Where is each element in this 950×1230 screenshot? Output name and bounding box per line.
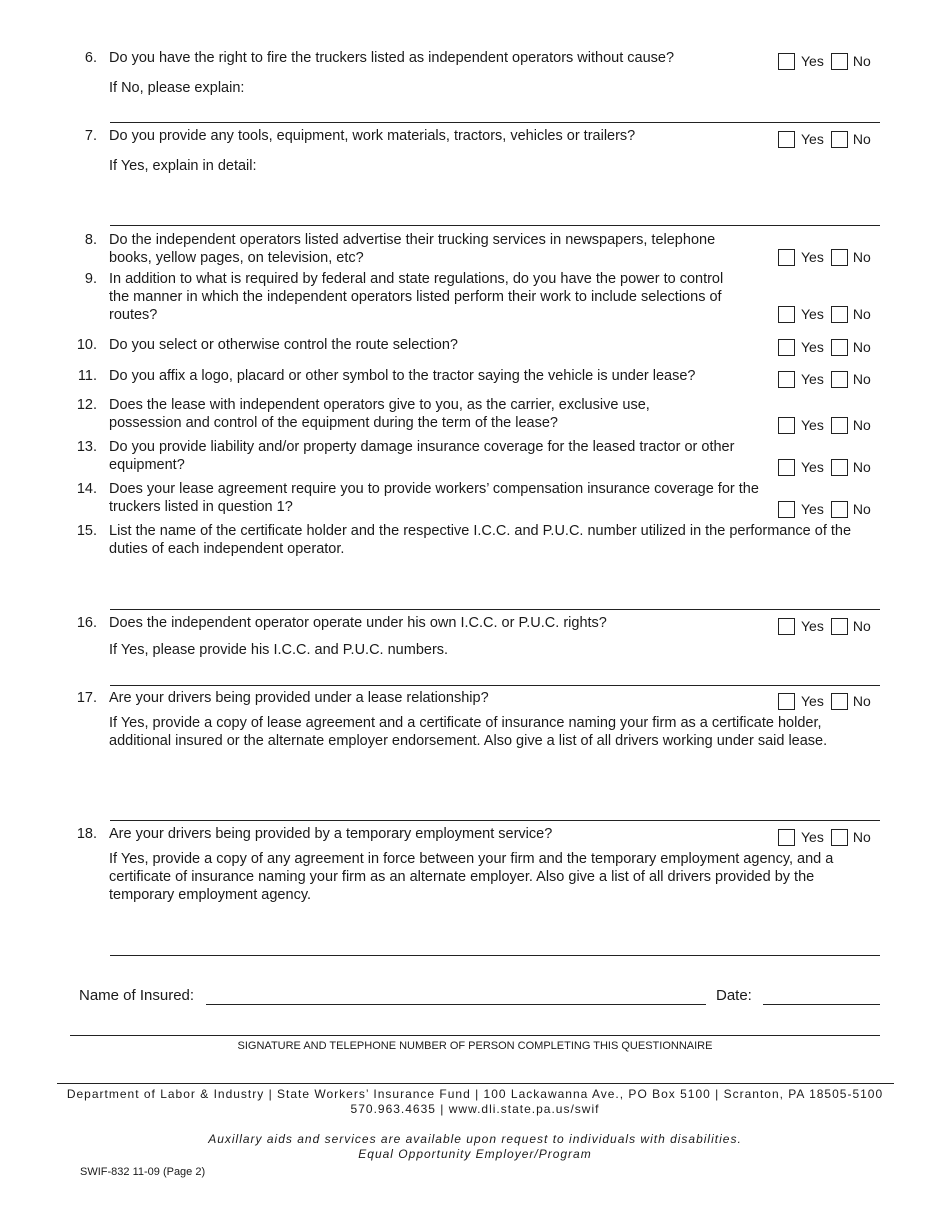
yes-no-14 xyxy=(778,498,871,518)
yes-no-8 xyxy=(778,246,871,266)
answer-line[interactable] xyxy=(110,225,880,226)
no-checkbox[interactable] xyxy=(831,618,848,635)
question-7-note: If Yes, explain in detail: xyxy=(109,158,257,174)
yes-no-11 xyxy=(778,368,871,388)
footer-accessibility: Auxillary aids and services are available upon request to individuals with disabilities. xyxy=(208,1132,742,1146)
footer-divider xyxy=(57,1083,894,1084)
question-text: Do you provide liability and/or property damage insurance coverage for the leased tractor or other equipment? xyxy=(109,439,735,473)
yes-no-17 xyxy=(778,690,871,710)
question-number: 9. xyxy=(84,271,97,287)
yes-label: Yes xyxy=(801,417,824,434)
question-number: 15. xyxy=(76,523,97,539)
no-checkbox[interactable] xyxy=(831,501,848,518)
question-number: 11. xyxy=(77,368,97,384)
no-label: No xyxy=(852,417,871,434)
question-number: 10. xyxy=(76,337,97,353)
question-text: Does the independent operator operate under his own I.C.C. or P.U.C. rights? xyxy=(109,615,607,631)
no-label: No xyxy=(852,131,871,148)
no-checkbox[interactable] xyxy=(831,53,848,70)
yes-no-7 xyxy=(778,128,871,148)
yes-label: Yes xyxy=(801,618,824,635)
answer-line[interactable] xyxy=(110,609,880,610)
question-text: List the name of the certificate holder and the respective I.C.C. and P.U.C. number utilized in the performance of the duties of each independent operator. xyxy=(109,523,852,557)
no-checkbox[interactable] xyxy=(831,249,848,266)
question-16-note: If Yes, please provide his I.C.C. and P.U.C. numbers. xyxy=(109,642,449,658)
no-label: No xyxy=(852,371,871,388)
no-label: No xyxy=(852,829,871,846)
yes-no-18 xyxy=(778,826,871,846)
question-text: Do the independent operators listed advertise their trucking services in newspapers, telephone books, yellow pages, on television, etc? xyxy=(109,232,716,266)
answer-line[interactable] xyxy=(110,685,880,686)
yes-no-10 xyxy=(778,336,871,356)
yes-label: Yes xyxy=(801,371,824,388)
yes-checkbox[interactable] xyxy=(778,306,795,323)
yes-label: Yes xyxy=(801,501,824,518)
no-checkbox[interactable] xyxy=(831,693,848,710)
no-label: No xyxy=(852,459,871,476)
yes-checkbox[interactable] xyxy=(778,829,795,846)
yes-checkbox[interactable] xyxy=(778,459,795,476)
no-checkbox[interactable] xyxy=(831,371,848,388)
question-text: Do you affix a logo, placard or other symbol to the tractor saying the vehicle is under lease? xyxy=(109,368,696,384)
yes-checkbox[interactable] xyxy=(778,501,795,518)
no-label: No xyxy=(852,306,871,323)
question-number: 12. xyxy=(76,397,97,413)
no-label: No xyxy=(852,693,871,710)
no-label: No xyxy=(852,53,871,70)
no-label: No xyxy=(852,339,871,356)
answer-line[interactable] xyxy=(110,955,880,956)
answer-line[interactable] xyxy=(110,122,880,123)
no-checkbox[interactable] xyxy=(831,417,848,434)
question-number: 7. xyxy=(84,128,97,144)
yes-no-6 xyxy=(778,50,871,70)
question-number: 6. xyxy=(84,50,97,66)
form-id: SWIF-832 11-09 (Page 2) xyxy=(80,1166,206,1178)
yes-no-16 xyxy=(778,615,871,635)
question-number: 16. xyxy=(76,615,97,631)
question-number: 14. xyxy=(76,481,97,497)
yes-checkbox[interactable] xyxy=(778,693,795,710)
question-text: Does your lease agreement require you to provide workers’ compensation insurance coverage for the truckers listed in question 1? xyxy=(109,481,759,515)
no-checkbox[interactable] xyxy=(831,131,848,148)
yes-checkbox[interactable] xyxy=(778,53,795,70)
yes-checkbox[interactable] xyxy=(778,371,795,388)
question-number: 17. xyxy=(76,690,97,706)
yes-label: Yes xyxy=(801,459,824,476)
yes-no-13 xyxy=(778,456,871,476)
question-text: Does the lease with independent operators give to you, as the carrier, exclusive use, possession and control of the equipment during the term of the lease? xyxy=(109,397,650,431)
date-label: Date: xyxy=(716,987,752,1004)
yes-label: Yes xyxy=(801,693,824,710)
no-checkbox[interactable] xyxy=(831,339,848,356)
no-checkbox[interactable] xyxy=(831,306,848,323)
no-checkbox[interactable] xyxy=(831,829,848,846)
question-18-note: If Yes, provide a copy of any agreement in force between your firm and the temporary employment agency, and a certificate of insurance naming your firm as an alternate employer. Also give a list of all drivers provided by the temporary employment agency. xyxy=(109,851,834,903)
yes-checkbox[interactable] xyxy=(778,417,795,434)
yes-label: Yes xyxy=(801,249,824,266)
signature-line[interactable] xyxy=(70,1035,880,1036)
yes-label: Yes xyxy=(801,829,824,846)
yes-checkbox[interactable] xyxy=(778,131,795,148)
no-checkbox[interactable] xyxy=(831,459,848,476)
yes-checkbox[interactable] xyxy=(778,618,795,635)
question-17-note: If Yes, provide a copy of lease agreement and a certificate of insurance naming your firm as a certificate holder, additional insured or the alternate employer endorsement. Also give a list of all drivers working under said lease. xyxy=(109,715,828,749)
question-number: 18. xyxy=(76,826,97,842)
question-text: Are your drivers being provided under a lease relationship? xyxy=(109,690,489,706)
yes-no-9 xyxy=(778,303,871,323)
no-label: No xyxy=(852,618,871,635)
no-label: No xyxy=(852,501,871,518)
question-number: 8. xyxy=(84,232,97,248)
name-of-insured-label: Name of Insured: xyxy=(79,987,195,1004)
name-of-insured-field[interactable] xyxy=(206,1004,706,1005)
yes-no-12 xyxy=(778,414,871,434)
yes-label: Yes xyxy=(801,339,824,356)
question-6-note: If No, please explain: xyxy=(109,80,245,96)
question-text: Are your drivers being provided by a temporary employment service? xyxy=(109,826,553,842)
yes-checkbox[interactable] xyxy=(778,339,795,356)
footer-contact: 570.963.4635 | www.dli.state.pa.us/swif xyxy=(350,1102,600,1116)
yes-label: Yes xyxy=(801,131,824,148)
yes-label: Yes xyxy=(801,306,824,323)
signature-caption: SIGNATURE AND TELEPHONE NUMBER OF PERSON COMPLETING THIS QUESTIONNAIRE xyxy=(237,1040,713,1052)
footer-address: Department of Labor & Industry | State Workers’ Insurance Fund | 100 Lackawanna Ave., PO Box 5100 | Scranton, PA 18505-5100 xyxy=(66,1087,884,1101)
no-label: No xyxy=(852,249,871,266)
date-field[interactable] xyxy=(763,1004,880,1005)
footer-eoe: Equal Opportunity Employer/Program xyxy=(358,1147,592,1161)
question-text: In addition to what is required by federal and state regulations, do you have the power to control the manner in which the independent operators listed perform their work to include selections of routes? xyxy=(109,271,724,323)
question-number: 13. xyxy=(76,439,97,455)
question-text: Do you have the right to fire the truckers listed as independent operators without cause? xyxy=(109,50,675,66)
question-text: Do you select or otherwise control the route selection? xyxy=(109,337,458,353)
answer-line[interactable] xyxy=(110,820,880,821)
yes-label: Yes xyxy=(801,53,824,70)
question-text: Do you provide any tools, equipment, work materials, tractors, vehicles or trailers? xyxy=(109,128,636,144)
yes-checkbox[interactable] xyxy=(778,249,795,266)
